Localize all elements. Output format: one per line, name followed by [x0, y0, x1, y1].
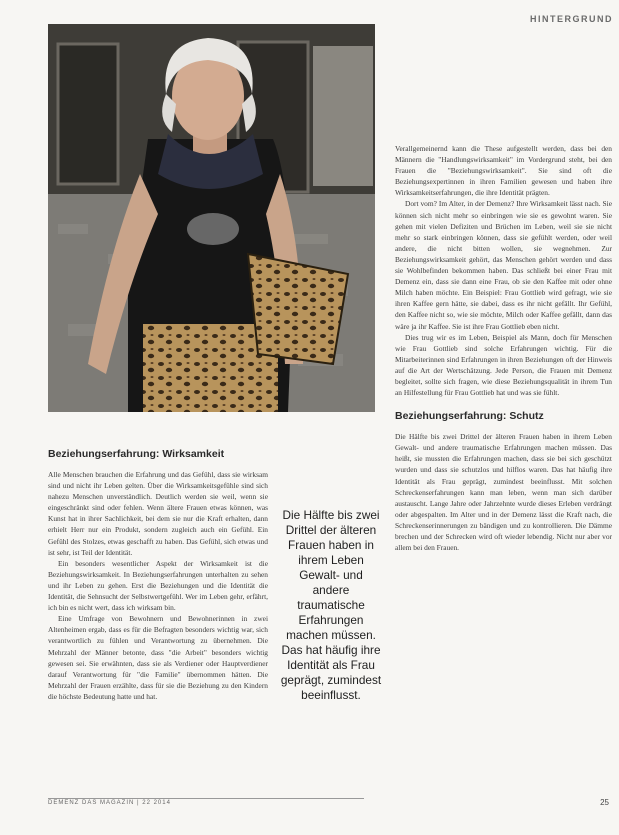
section-heading-schutz: Beziehungserfahrung: Schutz	[395, 410, 544, 423]
footer-publication: DEMENZ DAS MAGAZIN | 22 2014	[48, 800, 171, 806]
paragraph: Dort vom? Im Alter, in der Demenz? Ihre Wirksamkeit lässt nach. Sie können sich nicht mehr so einbringen wie sie es gewohnt waren. Sie gehen mit vielen Defiziten und Brüchen im Leben, weil sie sie nicht mehr so stark einbringen können, dass sie gefühlt werden, oder weil andere, die nicht bitten wollen, sie wegnehmen. Zur Beziehungswirksamkeit gehört, das Menschen gehört werden und dass sie Wohlbefinden bekommen haben. Das schließt bei einer Frau mit Demenz ein, dass sie dann eine Frau, ob sie den Kaffee mit oder ohne Milch haben möchte. Ein Beispiel: Frau Gottlieb wird gefragt, wie sie ihren Kaffee gern hätte, sie dabei, dass es ihr nicht gefällt. Ihr Gefühl, den Kaffee nicht so, wie sie möchte, Milch oder Kaffee gefällt, dann das wäre ja ihr Kaffee. Sie ist ihre Frau Gottlieb eben nicht.	[395, 199, 612, 331]
paragraph: Eine Umfrage von Bewohnern und Bewohnerinnen in zwei Altenheimen ergab, dass es für die Befragten besonders wichtig war, sich verantwortlich zu fühlen und Verantwortung zu übernehmen. Die Mehrzahl der Männer betonte, dass "die Arbeit" besonders wichtig gewesen sei. Sie erwähnten, dass sie als Verdiener oder Hauptverdiener darauf Verantwortung für "die Familie" übernommen hätten. Die Mehrzahl der Frauen erzählte, dass für sie die Beziehung zu den Kindern die höchste Bedeutung hatte und hat.	[48, 614, 268, 701]
portrait-photo	[48, 24, 375, 412]
paragraph: Die Hälfte bis zwei Drittel der älteren Frauen haben in ihrem Leben Gewalt- und andere traumatische Erfahrungen machen müssen. Das heißt, sie mussten die Erfahrungen machen, dass sie bei sich geschützt wurden und dass sie schutzlos und hilflos waren. Das hat häufig ihre Identität als Frau geprägt, zumindest beeinflusst. Mit solchen Schreckenserfahrungen kann man leben, wenn man sich darüber austauscht. Lange Jahre oder Jahrzehnte wurde dieses Erleben verdrängt oder abgespalten. Im Alter und in der Demenz lässt die Kraft nach, die Schreckenserinnerungen zu bändigen und zu kontrollieren. Die Dämme brechen und der Schrecken wird oft wieder lebendig. Nicht nur aber vor allem bei den Frauen.	[395, 432, 612, 553]
paragraph: Ein besonders wesentlicher Aspekt der Wirksamkeit ist die Beziehungswirksamkeit. In Beziehungserfahrungen unterhalten zu sehen und ihr Leben zu gehen. Erst die Beziehungen und die Identität die Identität, die Sehnsucht der Selbstwertgefühl. Wer im Leben gehr, erfährt, ich bin es nicht wert, dass ich wirksam bin.	[48, 558, 268, 613]
right-column	[395, 143, 612, 553]
page-number: 25	[600, 798, 609, 807]
paragraph: Verallgemeinernd kann die These aufgestellt werden, dass bei den Männern die "Handlungswirksamkeit" im Vordergrund steht, bei den Frauen die "Beziehungswirksamkeit". Sie sind oft die Beziehungsexpertinnen in ihren Familien gewesen und haben ihre Wirksamkeitserfahrungen, die ihre Identität prägten.	[395, 144, 612, 198]
pull-quote: Die Hälfte bis zwei Drittel der älteren Frauen haben in ihrem Leben Gewalt- und andere traumatische Erfahrungen machen müssen. Das hat häufig ihre Identität als Frau geprägt, zumindest beeinflusst.	[280, 508, 382, 702]
paragraph: Alle Menschen brauchen die Erfahrung und das Gefühl, dass sie wirksam sind und nicht ihr Leben gelten. Über die Wirksamkeitsgefühle sind sich nahezu Menschen unverständlich. Deutlich werden sie weil, wenn sie eingeschränkt sind oder fehlen. Wenn ältere Frauen etwas können, was Kunst hat in ihrer Sachlichkeit, bei dem sie nur die Kraft erhalten, dann erhielt Herr nur ein Produkt, sondern zugleich auch ein Gefühl. Ein Gefühl des Stolzes, etwas geschafft zu haben. Das Gefühl, sich etwas und ist sehr, ist Teil der Identität.	[48, 470, 268, 557]
paragraph: Dies trug wir es im Leben, Beispiel als Mann, doch für Menschen wie Frau Gottlieb sind solche Erfahrungen wichtig. Für die Mitarbeiterinnen sind Erfahrungen in ihren Beziehungen oft der Hinweis auf die Art der Wertschätzung. Jede Person, die Frauen mit Demenz begleitet, sollte sich fragen, wie diese Beziehungsqualität in ihrem Tun an Hilfestellung für Frau Gottlieb hat und was sie fühlt.	[395, 332, 612, 398]
section-label: HINTERGRUND	[530, 14, 613, 24]
section-heading-wirksamkeit: Beziehungserfahrung: Wirksamkeit	[48, 448, 225, 460]
footer-rule	[48, 798, 364, 799]
left-column	[48, 448, 268, 702]
